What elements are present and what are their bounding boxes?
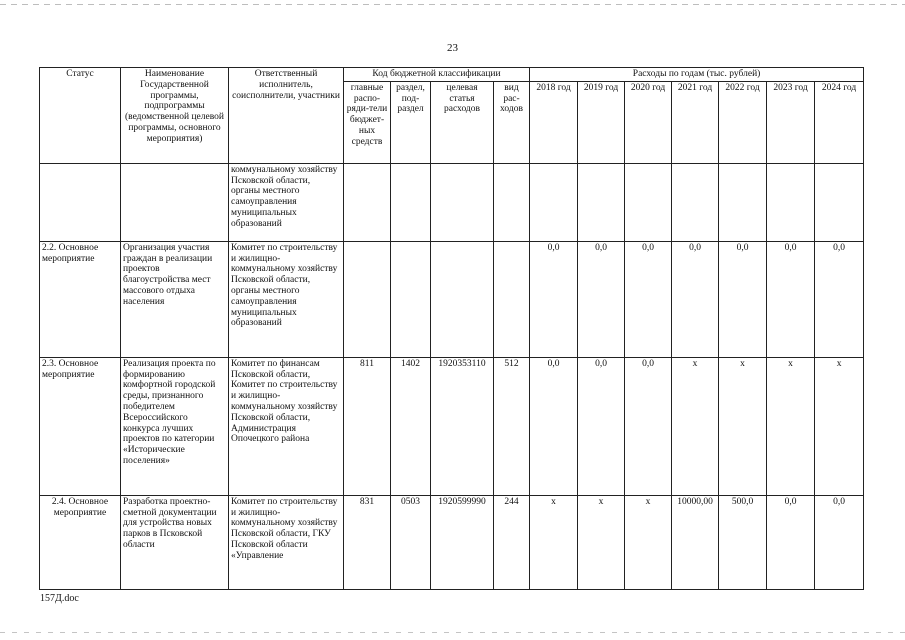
- table-row: [40, 357, 864, 495]
- header-section: раздел, под-раздел: [391, 81, 431, 163]
- header-expenses: Расходы по годам (тыс. рублей): [530, 68, 864, 82]
- cell-name: Организация участия граждан в реализации проектов благоустройства мест массового отдыха населения: [121, 241, 229, 357]
- cell-value: 10000,00: [672, 495, 719, 589]
- page-number: 23: [447, 42, 458, 54]
- cell-value: 0,0: [767, 495, 815, 589]
- cell-value: x: [625, 495, 672, 589]
- cell-name: Разработка проектно-сметной документации для устройства новых парков в Псковской области: [121, 495, 229, 589]
- cell-value: 0,0: [578, 241, 625, 357]
- cell-target: [431, 241, 494, 357]
- cell-value: x: [530, 495, 578, 589]
- cell-value: 0,0: [578, 357, 625, 495]
- cell-executor: Комитет по финансам Псковской области, Комитет по строительству и жилищно-коммунальному хозяйству Псковской области, Администрация Опочецкого района: [229, 357, 344, 495]
- cell-value: [578, 163, 625, 241]
- header-year: 2018 год: [530, 81, 578, 163]
- header-kind: вид рас-ходов: [494, 81, 530, 163]
- cell-value: x: [672, 357, 719, 495]
- cell-value: x: [719, 357, 767, 495]
- cell-target: [431, 163, 494, 241]
- cell-value: x: [578, 495, 625, 589]
- table-row: [40, 495, 864, 589]
- cell-kind: 244: [494, 495, 530, 589]
- header-name: Наименование Государственной программы, подпрограммы (ведомственной целевой программы, основного мероприятия): [121, 68, 229, 164]
- header-status: Статус: [40, 68, 121, 164]
- cell-executor: коммунальному хозяйству Псковской области, органы местного самоуправления муниципальных образований: [229, 163, 344, 241]
- table-row: [40, 241, 864, 357]
- cell-executor: Комитет по строительству и жилищно-коммунальному хозяйству Псковской области, ГКУ Псковской области «Управление: [229, 495, 344, 589]
- cell-kind: [494, 163, 530, 241]
- cell-section: [391, 241, 431, 357]
- header-year: 2021 год: [672, 81, 719, 163]
- file-name-footer: 157Д.doc: [40, 593, 79, 604]
- cell-value: 0,0: [672, 241, 719, 357]
- cell-value: x: [767, 357, 815, 495]
- cell-target: 1920599990: [431, 495, 494, 589]
- cell-status: 2.3. Основное мероприятие: [40, 357, 121, 495]
- cell-section: 0503: [391, 495, 431, 589]
- cell-value: 0,0: [530, 357, 578, 495]
- table-row: [40, 163, 864, 241]
- cell-grbs: 831: [344, 495, 391, 589]
- header-budget-code: Код бюджетной классификации: [344, 68, 530, 82]
- header-executor: Ответственный исполнитель, соисполнители, участники: [229, 68, 344, 164]
- scan-artifact-top: [0, 4, 905, 5]
- header-year: 2024 год: [815, 81, 864, 163]
- cell-value: [719, 163, 767, 241]
- cell-grbs: [344, 163, 391, 241]
- cell-value: [625, 163, 672, 241]
- cell-name: Реализация проекта по формированию комфортной городской среды, признанного победителем Всероссийского конкурса лучших проектов по категории «Исторические поселения»: [121, 357, 229, 495]
- cell-value: [672, 163, 719, 241]
- cell-kind: [494, 241, 530, 357]
- cell-grbs: [344, 241, 391, 357]
- cell-status: 2.4. Основное мероприятие: [40, 495, 121, 589]
- cell-status: 2.2. Основное мероприятие: [40, 241, 121, 357]
- header-year: 2019 год: [578, 81, 625, 163]
- cell-name: [121, 163, 229, 241]
- scan-artifact-bottom: [0, 632, 905, 633]
- cell-grbs: 811: [344, 357, 391, 495]
- cell-value: 0,0: [719, 241, 767, 357]
- cell-value: 0,0: [530, 241, 578, 357]
- cell-section: 1402: [391, 357, 431, 495]
- cell-kind: 512: [494, 357, 530, 495]
- header-grbs: главные распо-ряди-тели бюджет-ных средств: [344, 81, 391, 163]
- budget-table: [39, 67, 864, 590]
- cell-value: 0,0: [815, 241, 864, 357]
- cell-value: [767, 163, 815, 241]
- header-year: 2020 год: [625, 81, 672, 163]
- cell-value: x: [815, 357, 864, 495]
- cell-value: 0,0: [625, 241, 672, 357]
- cell-value: 0,0: [767, 241, 815, 357]
- cell-value: 0,0: [815, 495, 864, 589]
- header-year: 2022 год: [719, 81, 767, 163]
- header-target: целевая статья расходов: [431, 81, 494, 163]
- cell-executor: Комитет по строительству и жилищно-коммунальному хозяйству Псковской области, органы местного самоуправления муниципальных образований: [229, 241, 344, 357]
- cell-value: 500,0: [719, 495, 767, 589]
- header-year: 2023 год: [767, 81, 815, 163]
- header-row-1: [40, 68, 864, 82]
- cell-value: [530, 163, 578, 241]
- cell-status: [40, 163, 121, 241]
- cell-section: [391, 163, 431, 241]
- cell-value: 0,0: [625, 357, 672, 495]
- cell-value: [815, 163, 864, 241]
- cell-target: 1920353110: [431, 357, 494, 495]
